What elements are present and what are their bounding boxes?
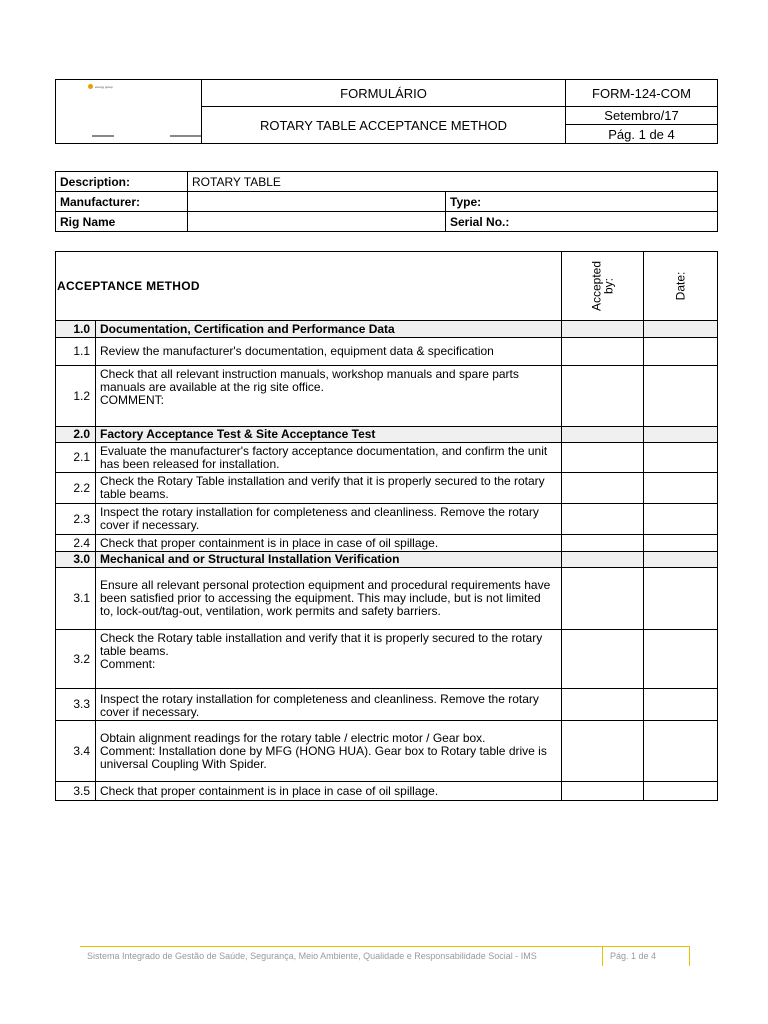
table-row: 1.2 Check that all relevant instruction manuals, workshop manuals and spare parts manuals are available at the rig site office. COMMENT: (56, 366, 718, 427)
accepted-by-cell[interactable] (562, 689, 644, 721)
footer-divider (602, 947, 603, 966)
form-revision: Setembro/17 (566, 107, 718, 125)
date-cell[interactable] (644, 443, 718, 473)
form-header (55, 79, 718, 144)
footer-end-divider (689, 947, 690, 966)
accepted-by-cell[interactable] (562, 366, 644, 427)
accepted-by-cell[interactable] (562, 427, 644, 443)
accepted-by-cell[interactable] (562, 552, 644, 568)
manufacturer-label: Manufacturer: (56, 192, 188, 212)
form-code: FORM-124-COM (566, 80, 718, 107)
section-row: 3.0 Mechanical and or Structural Installation Verification (56, 552, 718, 568)
table-row: 3.2 Check the Rotary table installation and verify that it is properly secured to the rotary table beams. Comment: (56, 630, 718, 689)
manufacturer-value[interactable] (188, 192, 446, 212)
date-cell[interactable] (644, 504, 718, 535)
form-title: ROTARY TABLE ACCEPTANCE METHOD (202, 107, 566, 144)
date-cell[interactable] (644, 338, 718, 366)
accepted-by-cell[interactable] (562, 504, 644, 535)
date-cell[interactable] (644, 321, 718, 338)
logo-footer-lines (92, 135, 202, 137)
equipment-info (55, 171, 718, 232)
table-row: 3.1 Ensure all relevant personal protection equipment and procedural requirements have been satisfied prior to accessing the equipment. This may include, but is not limited to, lock-out/tag-out, ventilation, work permits and safety barriers. (56, 568, 718, 630)
accepted-by-cell[interactable] (562, 473, 644, 504)
type-label: Type: (446, 192, 718, 212)
accepted-by-cell[interactable] (562, 630, 644, 689)
serial-number-label: Serial No.: (446, 212, 718, 232)
form-type: FORMULÁRIO (202, 80, 566, 107)
date-cell[interactable] (644, 535, 718, 552)
date-cell[interactable] (644, 552, 718, 568)
rig-name-value[interactable] (188, 212, 446, 232)
company-logo (56, 80, 202, 144)
date-cell[interactable] (644, 689, 718, 721)
accepted-by-cell[interactable] (562, 782, 644, 801)
date-cell[interactable] (644, 782, 718, 801)
accepted-by-cell[interactable] (562, 338, 644, 366)
logo-icon: energy group (88, 84, 118, 90)
table-row: 2.1 Evaluate the manufacturer's factory acceptance documentation, and confirm the unit has been released for installation. (56, 443, 718, 473)
accepted-by-cell[interactable] (562, 721, 644, 782)
description-label: Description: (56, 172, 188, 192)
table-row: 3.3 Inspect the rotary installation for completeness and cleanliness. Remove the rotary cover if necessary. (56, 689, 718, 721)
accepted-by-cell[interactable] (562, 443, 644, 473)
form-page: Pág. 1 de 4 (566, 125, 718, 144)
accepted-by-cell[interactable] (562, 321, 644, 338)
acceptance-table (55, 251, 718, 801)
date-cell[interactable] (644, 721, 718, 782)
accepted-by-header: Accepted by: (562, 252, 644, 321)
accepted-by-cell[interactable] (562, 535, 644, 552)
date-cell[interactable] (644, 473, 718, 504)
date-cell[interactable] (644, 427, 718, 443)
footer-system-name: Sistema Integrado de Gestão de Saúde, Segurança, Meio Ambiente, Qualidade e Responsabilidade Social - IMS (87, 951, 537, 961)
page-footer (80, 946, 690, 966)
date-cell[interactable] (644, 630, 718, 689)
accepted-by-cell[interactable] (562, 568, 644, 630)
description-value: ROTARY TABLE (188, 172, 718, 192)
table-row: 1.1 Review the manufacturer's documentation, equipment data & specification (56, 338, 718, 366)
table-row: 3.4 Obtain alignment readings for the rotary table / electric motor / Gear box. Comment: Installation done by MFG (HONG HUA). Gear box to Rotary table drive is universal Coupling With Spider. (56, 721, 718, 782)
footer-page-number: Pág. 1 de 4 (610, 951, 657, 961)
table-row: 3.5 Check that proper containment is in place in case of oil spillage. (56, 782, 718, 801)
rig-name-label: Rig Name (56, 212, 188, 232)
section-row: 2.0 Factory Acceptance Test & Site Acceptance Test (56, 427, 718, 443)
table-row: 2.2 Check the Rotary Table installation and verify that it is properly secured to the rotary table beams. (56, 473, 718, 504)
date-header: Date: (644, 252, 718, 321)
table-row: 2.4 Check that proper containment is in place in case of oil spillage. (56, 535, 718, 552)
section-row: 1.0 Documentation, Certification and Performance Data (56, 321, 718, 338)
date-cell[interactable] (644, 366, 718, 427)
date-cell[interactable] (644, 568, 718, 630)
acceptance-method-heading: ACCEPTANCE METHOD (56, 252, 562, 321)
table-row: 2.3 Inspect the rotary installation for completeness and cleanliness. Remove the rotary cover if necessary. (56, 504, 718, 535)
